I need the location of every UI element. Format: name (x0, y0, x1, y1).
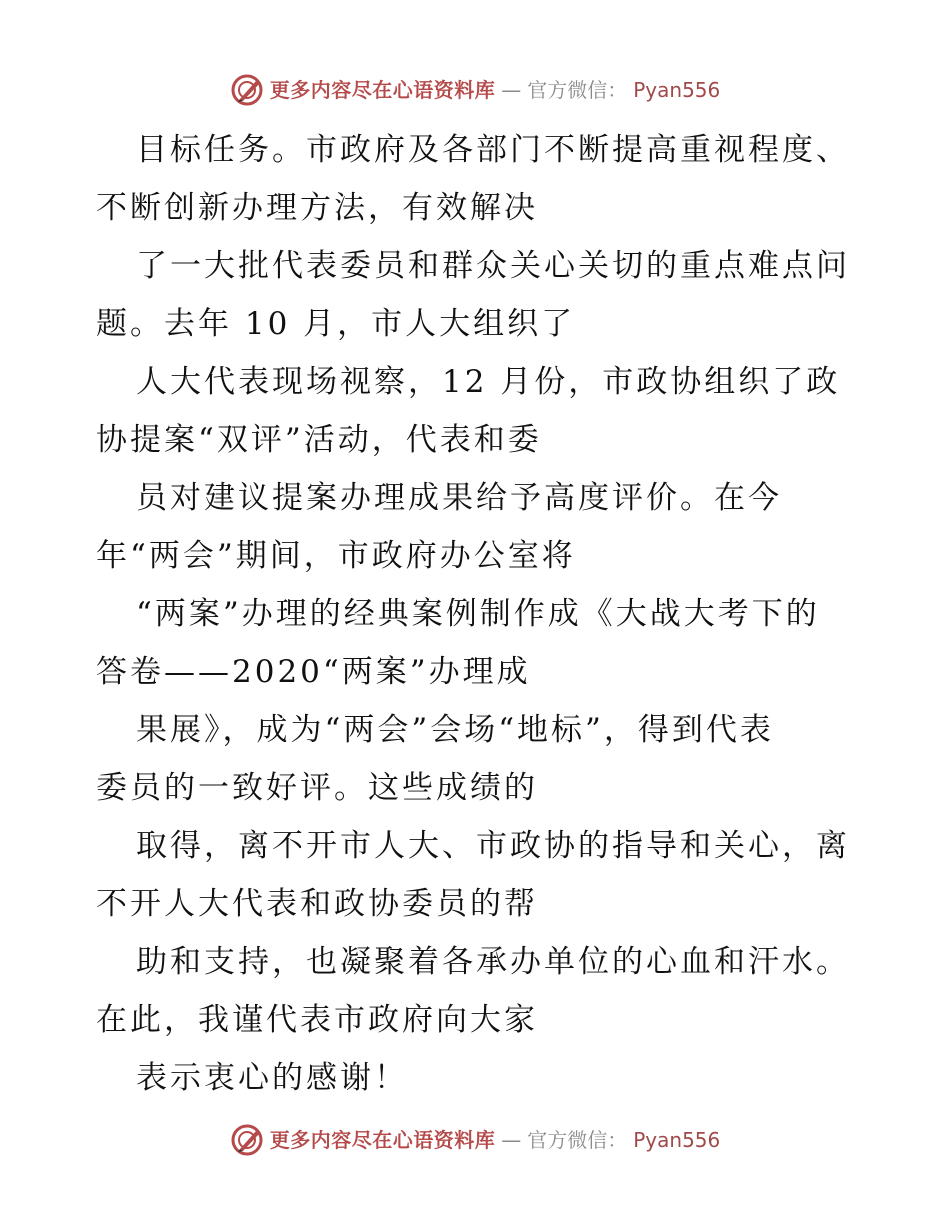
text-line: 委员的一致好评。这些成绩的 (96, 770, 538, 806)
watermark-account-label: 官方微信： (527, 78, 628, 102)
pen-circle-logo-icon (230, 1123, 264, 1157)
watermark-separator: — (501, 1128, 522, 1152)
text-line: 在此，我谨代表市政府向大家 (96, 1002, 538, 1038)
text-line: 不断创新办理方法，有效解决 (96, 190, 538, 226)
document-body (96, 121, 876, 1107)
text-line: 表示衷心的感谢！ (136, 1060, 408, 1096)
footer-watermark (0, 1120, 950, 1160)
watermark-account-id: Pyan556 (633, 1128, 721, 1152)
header-watermark (0, 70, 950, 110)
watermark-account-id: Pyan556 (633, 78, 721, 102)
text-line: 果展》，成为“两会”会场“地标”，得到代表 (136, 712, 774, 748)
text-line: 员对建议提案办理成果给予高度评价。在今 (136, 480, 782, 516)
watermark-content (230, 73, 721, 107)
watermark-separator: — (501, 78, 522, 102)
text-line: 目标任务。市政府及各部门不断提高重视程度、 (136, 132, 850, 168)
watermark-brand: 更多内容尽在心语资料库 (269, 78, 496, 102)
text-line: 题。去年 10 月，市人大组织了 (96, 306, 576, 342)
watermark-brand: 更多内容尽在心语资料库 (269, 1128, 496, 1152)
text-line: 答卷——2020“两案”办理成 (96, 654, 531, 690)
watermark-account-label: 官方微信： (527, 1128, 628, 1152)
text-line: 年“两会”期间，市政府办公室将 (96, 538, 576, 574)
text-line: “两案”办理的经典案例制作成《大战大考下的 (136, 596, 820, 632)
text-line: 了一大批代表委员和群众关心关切的重点难点问 (136, 248, 850, 284)
text-line: 人大代表现场视察，12 月份，市政协组织了政 (136, 364, 841, 400)
watermark-content (230, 1123, 721, 1157)
text-line: 不开人大代表和政协委员的帮 (96, 886, 538, 922)
pen-circle-logo-icon (230, 73, 264, 107)
text-line: 协提案“双评”活动，代表和委 (96, 422, 542, 458)
text-line: 取得，离不开市人大、市政协的指导和关心，离 (136, 828, 850, 864)
text-line: 助和支持，也凝聚着各承办单位的心血和汗水。 (136, 944, 850, 980)
